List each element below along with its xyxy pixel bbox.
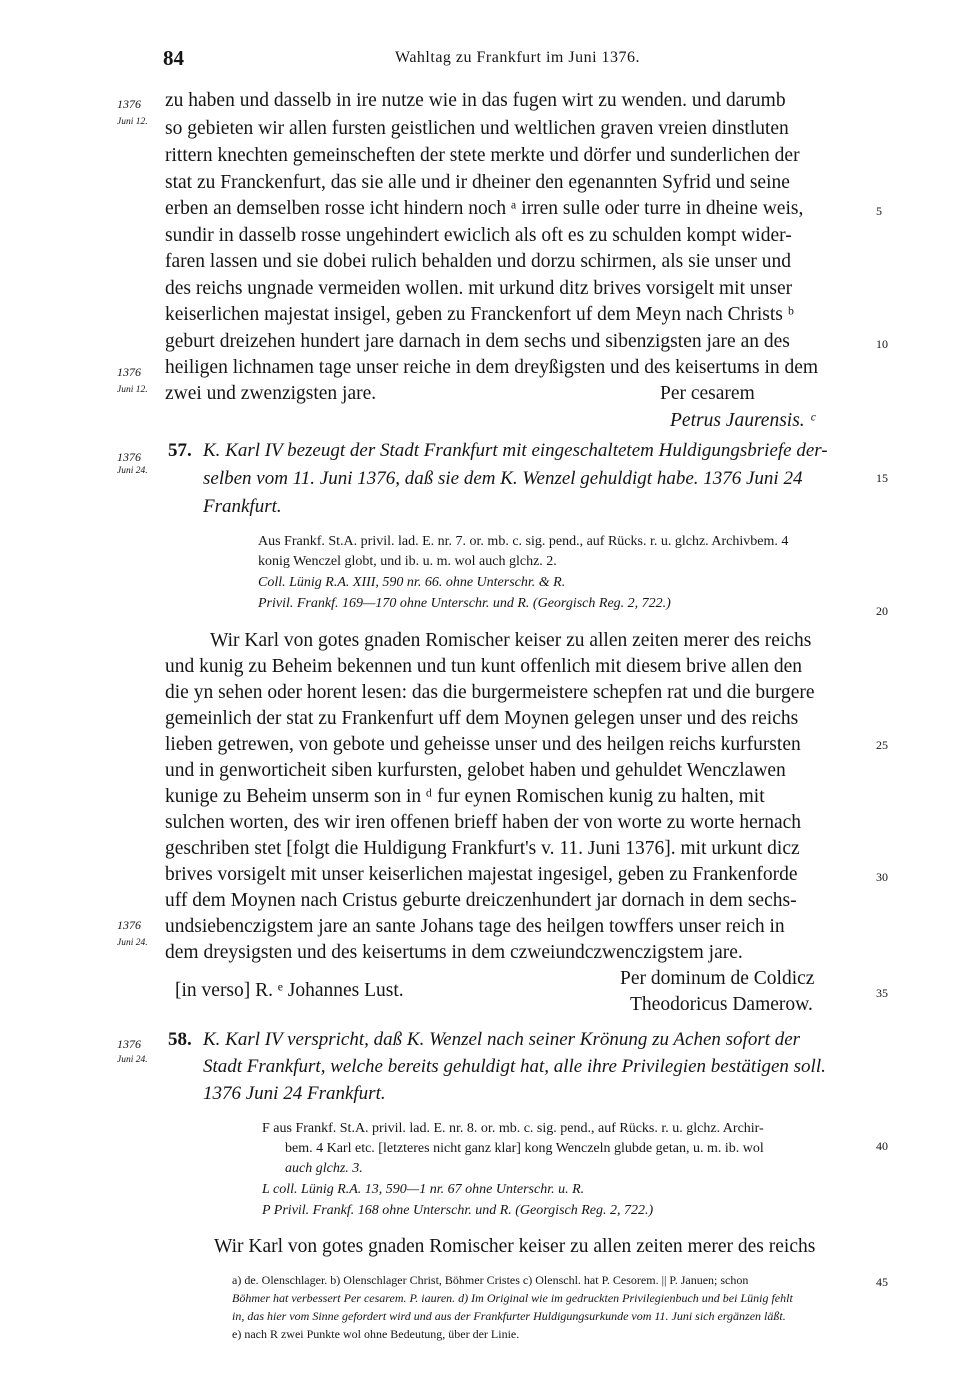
line-number: 35 — [876, 986, 888, 1000]
doc-number: 57. — [168, 440, 192, 461]
text-line: zwei und zwenzigsten jare. — [165, 383, 377, 404]
regest-line: K. Karl IV bezeugt der Stadt Frankfurt mit eingeschaltetem Huldigungsbriefe der- — [203, 440, 828, 461]
text-line: keiserlichen majestat insigel, geben zu Franckenfort uf dem Meyn nach Christs ᵇ — [165, 304, 794, 325]
text-line: uff dem Moynen nach Cristus geburte dreiczenhundert jar dornach in dem sechs- — [165, 890, 797, 911]
signature-line: Theodoricus Damerow. — [630, 994, 813, 1015]
regest-line: 1376 Juni 24 Frankfurt. — [203, 1083, 386, 1104]
text-line: brives vorsigelt mit unser keiserlichen majestat ingesigel, geben zu Frankenforde — [165, 864, 798, 885]
text-line: erben an demselben rosse icht hindern noch ᵃ irren sulle oder turre in dheine weis, — [165, 198, 804, 219]
footnote-line: Böhmer hat verbessert Per cesarem. P. iauren. d) Im Original wie im gedruckten Privilegienbuch und bei Lünig fehlt — [232, 1291, 793, 1305]
text-line: zu haben und dasselb in ire nutze wie in das fugen wirt zu wenden. und darumb — [165, 90, 786, 111]
line-number: 15 — [876, 471, 888, 485]
text-line: undsiebenczigstem jare an sante Johans tage des heilgen towffers unser reich in — [165, 916, 785, 937]
source-line: Privil. Frankf. 169—170 ohne Unterschr. und R. (Georgisch Reg. 2, 722.) — [258, 596, 671, 611]
margin-date-day: Juni 12. — [117, 117, 148, 127]
source-line: L coll. Lünig R.A. 13, 590—1 nr. 67 ohne Unterschr. u. R. — [262, 1182, 585, 1197]
source-line: auch glchz. 3. — [285, 1161, 363, 1176]
source-line: Aus Frankf. St.A. privil. lad. E. nr. 7. or. mb. c. sig. pend., auf Rücks. r. u. glchz. Archivbem. 4 — [258, 534, 789, 549]
text-line: so gebieten wir allen fursten geistlichen und weltlichen graven vreien dinstluten — [165, 118, 789, 139]
line-number: 30 — [876, 870, 888, 884]
margin-date-day: Juni 24. — [117, 466, 148, 476]
text-line: des reichs ungnade vermeiden wollen. mit urkund ditz brives vorsigelt mit unser — [165, 278, 793, 299]
regest-line: K. Karl IV verspricht, daß K. Wenzel nach seiner Krönung zu Achen sofort der — [203, 1029, 801, 1050]
text-line: sulchen worten, des wir iren offenen brieff haben der von worte zu worte hernach — [165, 812, 802, 833]
source-line: konig Wenczel globt, und ib. u. m. wol auch glchz. 2. — [258, 554, 557, 569]
text-line: Wir Karl von gotes gnaden Romischer keiser zu allen zeiten merer des reichs — [210, 630, 812, 651]
regest-line: selben vom 11. Juni 1376, daß sie dem K. Wenzel gehuldigt habe. 1376 Juni 24 — [203, 468, 803, 489]
line-number: 45 — [876, 1275, 888, 1289]
text-line: und in genworticheit siben kurfursten, gelobet haben und gehuldet Wenczlawen — [165, 760, 786, 781]
regest-line: Stadt Frankfurt, welche bereits gehuldigt hat, alle ihre Privilegien bestätigen soll. — [203, 1056, 826, 1077]
line-number: 25 — [876, 738, 888, 752]
margin-date-day: Juni 12. — [117, 385, 148, 395]
text-line: gemeinlich der stat zu Frankenfurt uff dem Moynen gelegen unser und des reichs — [165, 708, 799, 729]
footnote-line: a) de. Olenschlager. b) Olenschlager Christ, Böhmer Cristes c) Olenschl. hat P. Cesorem. || P. Januen; schon — [232, 1273, 749, 1287]
text-line: lieben getrewen, von gebote und geheisse unser und des heilgen reichs kurfursten — [165, 734, 801, 755]
margin-date-year: 1376 — [117, 450, 141, 464]
text-line: Wir Karl von gotes gnaden Romischer keiser zu allen zeiten merer des reichs — [214, 1236, 816, 1257]
text-line: stat zu Franckenfurt, das sie alle und ir dheiner den egenannten Syfrid und seine — [165, 172, 790, 193]
text-line: faren lassen und sie dobei rulich behalden und dorzu schirmen, als sie unser und — [165, 251, 791, 272]
margin-date-day: Juni 24. — [117, 938, 148, 948]
signature-line: Per dominum de Coldicz — [620, 968, 815, 989]
source-line: P Privil. Frankf. 168 ohne Unterschr. und R. (Georgisch Reg. 2, 722.) — [262, 1203, 654, 1218]
line-number: 10 — [876, 337, 888, 351]
source-line: bem. 4 Karl etc. [letzteres nicht ganz klar] kong Wenczeln glubde getan, u. m. ib. wol — [285, 1141, 764, 1156]
signature-petrus: Petrus Jaurensis. ᶜ — [670, 410, 815, 431]
text-line: und kunig zu Beheim bekennen und tun kunt offenlich mit diesem brive allen den — [165, 656, 803, 677]
margin-date-day: Juni 24. — [117, 1055, 148, 1065]
margin-date-year: 1376 — [117, 97, 141, 111]
source-line: F aus Frankf. St.A. privil. lad. E. nr. 8. or. mb. c. sig. pend., auf Rücks. r. u. glchz. Archir- — [262, 1121, 764, 1136]
signature-per-cesarem: Per cesarem — [660, 383, 755, 404]
page-number: 84 — [163, 46, 184, 70]
footnote-line: in, das hier vom Sinne gefordert wird und aus der Frankfurter Huldigungsurkunde vom 11. Juni sich ergänzen läßt. — [232, 1309, 786, 1323]
text-line: rittern knechten gemeinscheften der stete merkte und dörfer und sunderlichen der — [165, 145, 800, 166]
margin-date-year: 1376 — [117, 365, 141, 379]
running-title: Wahltag zu Frankfurt im Juni 1376. — [395, 49, 641, 66]
text-line: geschriben stet [folgt die Huldigung Frankfurt's v. 11. Juni 1376]. mit urkunt dicz — [165, 838, 800, 859]
regest-line: Frankfurt. — [203, 496, 282, 517]
verso-note: [in verso] R. ᵉ Johannes Lust. — [175, 980, 404, 1001]
text-line: sundir in dasselb rosse ungehindert ewiclich als oft es zu schulden kompt wider- — [165, 225, 792, 246]
text-line: dem dreysigsten und des keisertums in dem czweiundczwenczigstem jare. — [165, 942, 743, 963]
line-number: 20 — [876, 604, 888, 618]
text-line: die yn sehen oder horent lesen: das die burgermeistere schepfen rat und die burgere — [165, 682, 815, 703]
line-number: 5 — [876, 204, 882, 218]
line-number: 40 — [876, 1139, 888, 1153]
text-line: heiligen lichnamen tage unser reiche in dem dreyßigsten und des keisertums in dem — [165, 357, 819, 378]
margin-date-year: 1376 — [117, 1037, 141, 1051]
footnote-line: e) nach R zwei Punkte wol ohne Bedeutung, über der Linie. — [232, 1327, 520, 1341]
text-line: geburt dreizehen hundert jare darnach in dem sechs und sibenzigsten jare an des — [165, 331, 790, 352]
margin-date-year: 1376 — [117, 918, 141, 932]
doc-number: 58. — [168, 1029, 192, 1050]
source-line: Coll. Lünig R.A. XIII, 590 nr. 66. ohne Unterschr. & R. — [258, 575, 566, 590]
text-line: kunige zu Beheim unserm son in ᵈ fur eynen Romischen kunig zu halten, mit — [165, 786, 765, 807]
